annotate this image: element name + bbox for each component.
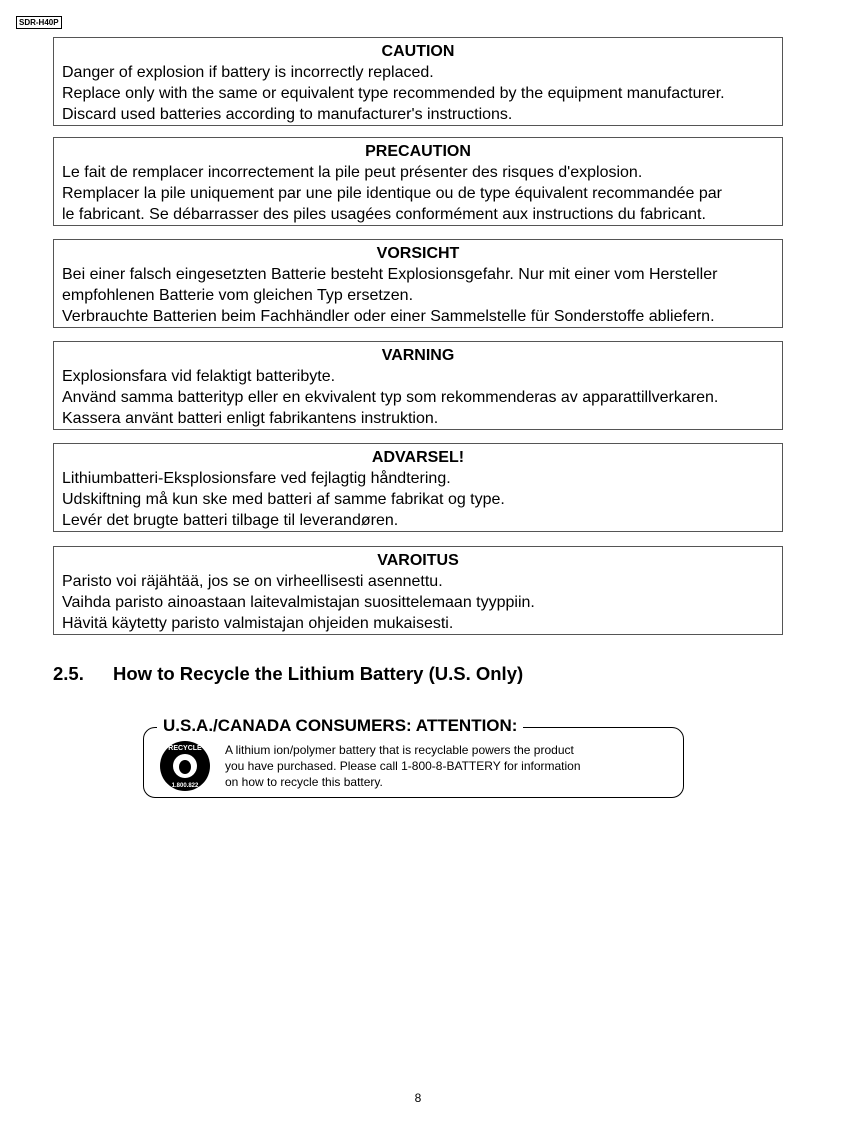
warning-line: empfohlenen Batterie vom gleichen Typ ersetzen.	[62, 287, 414, 304]
text-line: on how to recycle this battery.	[225, 775, 383, 789]
warning-line: Paristo voi räjähtää, jos se on virheellisesti asennettu.	[62, 573, 443, 590]
warning-line: Udskiftning må kun ske med batteri af samme fabrikat og type.	[62, 491, 505, 508]
model-label: SDR-H40P	[16, 16, 62, 29]
svg-text:1.800.822: 1.800.822	[171, 783, 199, 789]
warning-line: Vaihda paristo ainoastaan laitevalmistajan suosittelemaan tyyppiin.	[62, 594, 535, 611]
warning-title: VAROITUS	[377, 552, 459, 569]
warning-line: Explosionsfara vid felaktigt batteribyte.	[62, 368, 336, 385]
warning-title: ADVARSEL!	[371, 449, 465, 466]
warning-line: Le fait de remplacer incorrectement la pile peut présenter des risques d'explosion.	[62, 164, 643, 181]
section-heading	[53, 663, 523, 685]
warning-title: PRECAUTION	[365, 143, 471, 160]
warning-box-precaution	[53, 137, 783, 226]
svg-text:RECYCLE: RECYCLE	[168, 745, 202, 752]
text-line: A lithium ion/polymer battery that is recyclable powers the product	[225, 743, 574, 757]
warning-title: VORSICHT	[376, 245, 460, 262]
warning-line: Verbrauchte Batterien beim Fachhändler oder einer Sammelstelle für Sonderstoffe abliefern.	[62, 308, 715, 325]
warning-box-caution	[53, 37, 783, 126]
warning-box-varning	[53, 341, 783, 430]
warning-line: Discard used batteries according to manufacturer's instructions.	[62, 106, 513, 123]
warning-line: Bei einer falsch eingesetzten Batterie besteht Explosionsgefahr. Nur mit einer vom Hersteller	[62, 266, 718, 283]
warning-box-varoitus	[53, 546, 783, 635]
recycle-notice-text	[225, 742, 581, 790]
warning-line: le fabricant. Se débarrasser des piles usagées conformément aux instructions du fabricant.	[62, 206, 706, 223]
warning-title: CAUTION	[381, 43, 455, 60]
warning-line: Danger of explosion if battery is incorrectly replaced.	[62, 64, 434, 81]
page-number: 8	[414, 1091, 422, 1105]
section-number: 2.5.	[53, 663, 84, 684]
rbrc-recycle-logo-icon	[155, 740, 215, 792]
recycle-notice-title: U.S.A./CANADA CONSUMERS: ATTENTION:	[157, 716, 523, 736]
text-line: you have purchased. Please call 1-800-8-BATTERY for information	[225, 759, 581, 773]
warning-title: VARNING	[381, 347, 455, 364]
warning-line: Använd samma batterityp eller en ekvivalent typ som rekommenderas av apparattillverkaren.	[62, 389, 719, 406]
warning-line: Kassera använt batteri enligt fabrikantens instruktion.	[62, 410, 439, 427]
warning-line: Hävitä käytetty paristo valmistajan ohjeiden mukaisesti.	[62, 615, 454, 632]
warning-line: Replace only with the same or equivalent type recommended by the equipment manufacturer.	[62, 85, 725, 102]
warning-line: Levér det brugte batteri tilbage til leverandøren.	[62, 512, 399, 529]
warning-box-advarsel	[53, 443, 783, 532]
warning-box-vorsicht	[53, 239, 783, 328]
section-title: How to Recycle the Lithium Battery (U.S. Only)	[113, 663, 524, 684]
warning-line: Lithiumbatteri-Eksplosionsfare ved fejlagtig håndtering.	[62, 470, 451, 487]
warning-line: Remplacer la pile uniquement par une pile identique ou de type équivalent recommandée par	[62, 185, 722, 202]
